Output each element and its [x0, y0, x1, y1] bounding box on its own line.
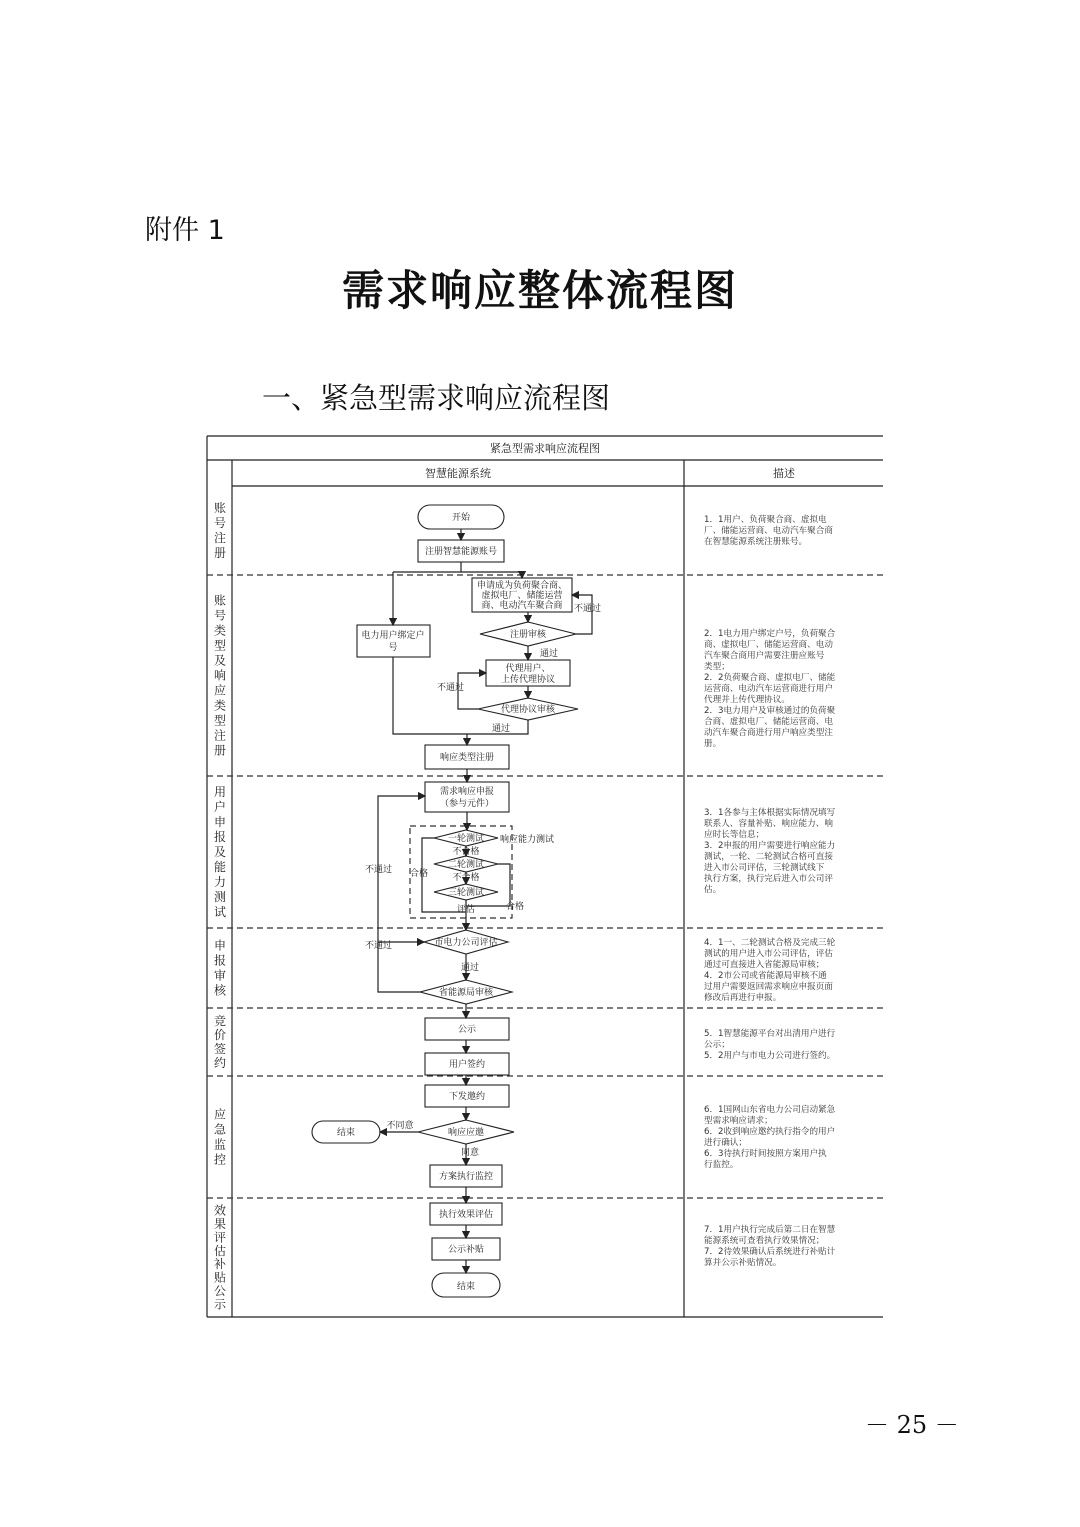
declare-label: 需求响应申报 — [439, 787, 495, 797]
dispatch-label: 下发邀约 — [448, 1092, 486, 1102]
declare-label: （参与元件） — [439, 799, 495, 809]
description-line: 修改后再进行申报。 — [704, 993, 782, 1003]
description-line: 2．2负荷聚合商、虚拟电厂、储能 — [704, 673, 836, 683]
sign-label: 用户签约 — [448, 1060, 486, 1070]
description-line: 联系人、容量补贴、响应能力、响 — [704, 819, 833, 829]
table-caption: 紧急型需求响应流程图 — [490, 442, 600, 455]
register-review-label: 注册审核 — [509, 630, 547, 640]
description-column — [704, 513, 836, 1268]
description-line: 公示； — [704, 1040, 730, 1050]
apply-aggregator-label: 申请成为负荷聚合商、 — [476, 581, 568, 591]
edge-label: 不通过 — [365, 941, 393, 951]
description-line: 合商、虚拟电厂、储能运营商、电 — [704, 717, 833, 727]
edge-label: 评估 — [456, 905, 476, 915]
description-line: 3．1各参与主体根据实际情况填写 — [704, 808, 836, 818]
description-line: 执行方案，执行完后进入市公司评 — [704, 874, 833, 884]
description-line: 行监控。 — [704, 1160, 739, 1170]
col-desc-header: 描述 — [773, 467, 795, 480]
description-line: 商、虚拟电厂、储能运营商、电动 — [704, 640, 833, 650]
edge-label: 不通过 — [437, 683, 465, 693]
description-line: 动汽车聚合商进行用户响应类型注 — [704, 728, 833, 738]
subsidy-label: 公示补贴 — [447, 1245, 485, 1255]
description-line: 应时长等信息； — [704, 830, 765, 840]
page-title: 需求响应整体流程图 — [341, 266, 738, 315]
publish-label: 公示 — [457, 1025, 477, 1035]
response-type-label: 响应类型注册 — [439, 753, 495, 763]
effect-eval-label: 执行效果评估 — [438, 1210, 494, 1220]
city-eval-label: 市电力公司评估 — [434, 938, 498, 948]
description-line: 测试，一轮、二轮测试合格可直接 — [704, 852, 833, 862]
description-line: 厂、储能运营商、电动汽车聚合商 — [704, 526, 833, 536]
description-line: 册。 — [704, 739, 722, 749]
start-label: 开始 — [451, 513, 471, 523]
description-line: 3．2申报的用户需要进行响应能力 — [704, 841, 836, 851]
description-line: 算并公示补贴情况。 — [704, 1258, 782, 1268]
stage-label: 用户申报及能力测试 — [213, 785, 227, 919]
description-line: 4．2市公司或省能源局审核不通 — [704, 971, 827, 981]
description-line: 2．3电力用户及审核通过的负荷聚 — [704, 706, 836, 716]
edge-label: 不合格 — [452, 873, 480, 883]
agent-review-label: 代理协议审核 — [500, 705, 556, 715]
edge-label: 不通过 — [365, 865, 393, 875]
description-line: 6．2收到响应邀约执行指令的用户 — [704, 1127, 836, 1137]
test3-label: 三轮测试 — [447, 888, 485, 898]
stage-label: 申报审核 — [213, 938, 227, 998]
stage-label: 应急监控 — [213, 1107, 227, 1167]
end-refuse-label: 结束 — [336, 1128, 356, 1138]
description-line: 通过可直接进入省能源局审核； — [704, 960, 825, 970]
agent-upload-label: 上传代理协议 — [500, 675, 556, 685]
stage-label: 竞价签约 — [213, 1014, 227, 1070]
description-line: 1．1用户、负荷聚合商、虚拟电 — [704, 515, 827, 525]
edge-label: 合格 — [409, 869, 428, 879]
description-line: 7．2待效果确认后系统进行补贴计 — [704, 1247, 836, 1257]
page-number: － 25 － — [865, 1411, 959, 1439]
respond-label: 响应应邀 — [447, 1128, 485, 1138]
description-line: 进入市公司评估，三轮测试线下 — [704, 863, 825, 873]
description-line: 型需求响应请求； — [704, 1116, 773, 1126]
description-line: 6．3待执行时间按照方案用户执 — [704, 1149, 827, 1159]
bind-account-label: 号 — [388, 643, 398, 653]
description-line: 5．2用户与市电力公司进行签约。 — [704, 1051, 836, 1061]
col-system-header: 智慧能源系统 — [425, 467, 491, 480]
description-line: 6．1国网山东省电力公司启动紧急 — [704, 1105, 836, 1115]
edge-label: 通过 — [540, 649, 559, 659]
energy-review-label: 省能源局审核 — [438, 988, 494, 998]
agent-upload-label: 代理用户、 — [505, 664, 551, 674]
edge-label: 通过 — [492, 724, 511, 734]
section-heading: 一、紧急型需求响应流程图 — [262, 381, 611, 415]
edge-label: 同意 — [460, 1148, 480, 1158]
test2-label: 二轮测试 — [447, 860, 485, 870]
bind-account-label: 电力用户绑定户 — [361, 631, 425, 641]
description-line: 估。 — [704, 885, 722, 895]
edge-label: 不通过 — [574, 604, 602, 614]
stage-label: 效果评估补贴公示 — [213, 1203, 227, 1312]
edge-label: 不合格 — [452, 847, 480, 857]
attachment-label: 附件 1 — [145, 215, 225, 246]
end-label: 结束 — [456, 1282, 476, 1292]
description-line: 代理并上传代理协议。 — [704, 695, 790, 705]
description-line: 类型； — [704, 662, 730, 672]
description-line: 5．1智慧能源平台对出清用户进行 — [704, 1029, 836, 1039]
apply-aggregator-label: 商、电动汽车聚合商 — [481, 601, 563, 611]
description-line: 2．1电力用户绑定户号，负荷聚合 — [704, 629, 836, 639]
stage-label: 账号类型及响应类型注册 — [213, 593, 227, 758]
apply-aggregator-label: 虚拟电厂、储能运营 — [481, 591, 563, 601]
description-line: 在智慧能源系统注册账号。 — [704, 537, 808, 547]
description-line: 4．1一、二轮测试合格及完成三轮 — [704, 938, 836, 948]
edge-label: 不同意 — [386, 1121, 414, 1131]
description-line: 过用户需要返回需求响应申报页面 — [704, 982, 833, 992]
description-line: 进行确认； — [704, 1138, 747, 1148]
edge-label: 响应能力测试 — [500, 835, 555, 845]
edge-label: 通过 — [460, 963, 480, 973]
edge-label: 合格 — [506, 902, 525, 912]
description-line: 测试的用户进入市公司评估，评估 — [704, 949, 833, 959]
description-line: 运营商、电动汽车运营商进行用户 — [704, 684, 833, 694]
register-label: 注册智慧能源账号 — [424, 547, 498, 557]
plan-monitor-label: 方案执行监控 — [438, 1172, 494, 1182]
description-line: 能源系统可查看执行效果情况； — [704, 1236, 825, 1246]
description-line: 汽车聚合商用户需要注册应账号 — [704, 651, 825, 661]
description-line: 7．1用户执行完成后第二日在智慧 — [704, 1225, 836, 1235]
stage-label: 账号注册 — [213, 501, 227, 560]
test1-label: 一轮测试 — [447, 834, 485, 844]
